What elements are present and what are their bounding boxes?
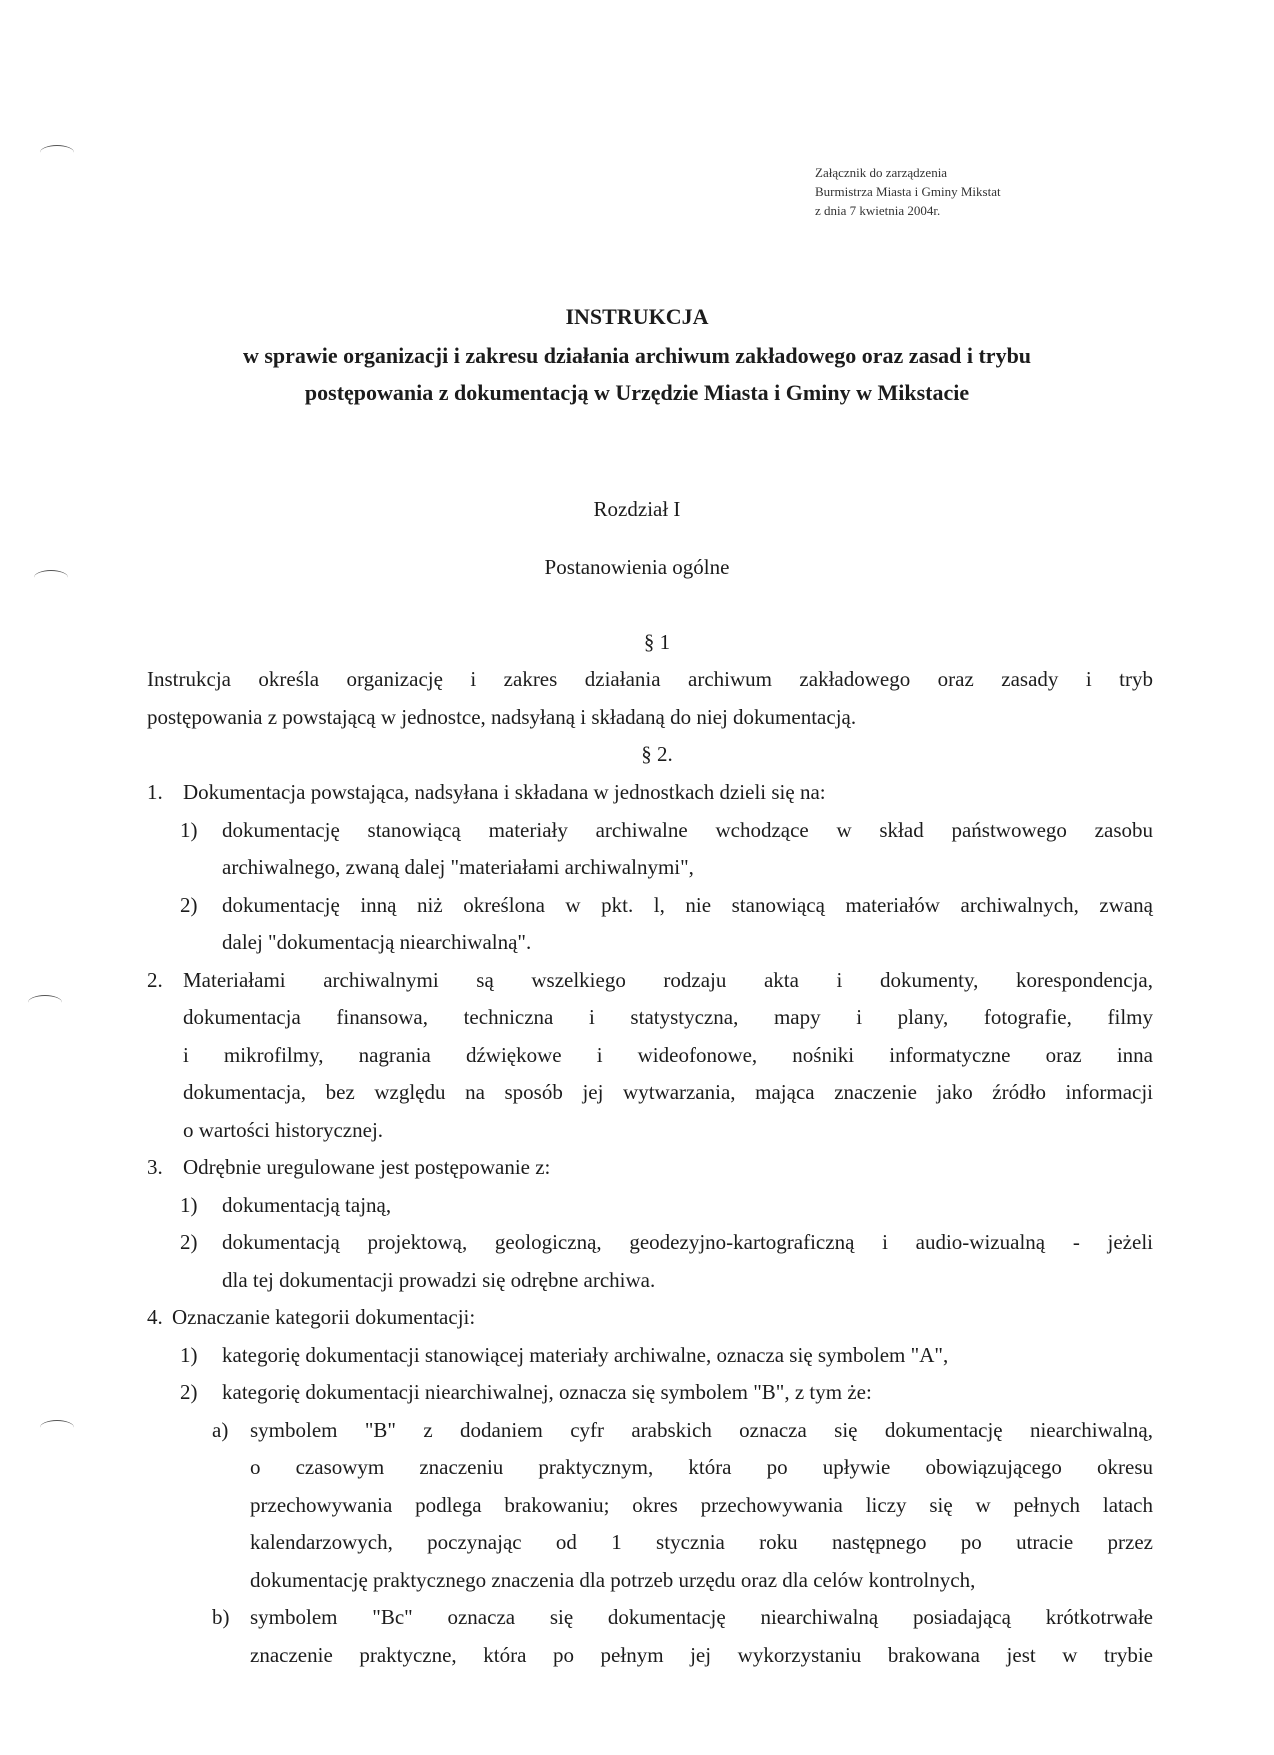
paragraph-line: postępowania z powstającą w jednostce, nadsyłaną i składaną do niej dokumentacją. [147, 705, 857, 729]
list-text: dokumentację inną niż określona w pkt. l, nie stanowiącą materiałów archiwalnych, zwaną [222, 893, 1153, 917]
list-text: kalendarzowych, poczynając od 1 stycznia roku następnego po utracie przez [250, 1530, 1153, 1554]
list-number: b) [212, 1605, 230, 1629]
list-number: 1) [180, 1343, 198, 1367]
list-text: i mikrofilmy, nagrania dźwiękowe i wideofonowe, nośniki informatyczne oraz inna [183, 1043, 1153, 1067]
punch-mark [40, 1420, 74, 1435]
document-subtitle: w sprawie organizacji i zakresu działania archiwum zakładowego oraz zasad i trybu [242, 343, 1032, 368]
list-text: dokumentacją projektową, geologiczną, geodezyjno-kartograficzną i audio-wizualną - jeżeli [222, 1230, 1153, 1254]
list-text: kategorię dokumentacji stanowiącej materiały archiwalne, oznacza się symbolem "A", [222, 1343, 949, 1367]
list-text: przechowywania podlega brakowaniu; okres przechowywania liczy się w pełnych latach [250, 1493, 1153, 1517]
punch-mark [28, 995, 62, 1010]
annex-line: Załącznik do zarządzenia [815, 165, 948, 180]
list-text: symbolem "Bc" oznacza się dokumentację niearchiwalną posiadającą krótkotrwałe [250, 1605, 1153, 1629]
list-text: znaczenie praktyczne, która po pełnym jej wykorzystaniu brakowana jest w trybie [250, 1643, 1153, 1667]
list-text: Dokumentacja powstająca, nadsyłana i składana w jednostkach dzieli się na: [183, 780, 826, 804]
list-text: kategorię dokumentacji niearchiwalnej, oznacza się symbolem "B", z tym że: [222, 1380, 872, 1404]
list-text: Materiałami archiwalnymi są wszelkiego rodzaju akta i dokumenty, korespondencja, [183, 968, 1153, 992]
list-text: dokumentacja finansowa, techniczna i statystyczna, mapy i plany, fotografie, filmy [183, 1005, 1153, 1029]
annex-line: Burmistrza Miasta i Gminy Mikstat [815, 184, 1001, 199]
list-number: 1) [180, 1193, 198, 1217]
section-mark: § 2. [641, 742, 673, 766]
list-text: o wartości historycznej. [183, 1118, 384, 1142]
list-number: 1) [180, 818, 198, 842]
list-text: o czasowym znaczeniu praktycznym, która po upływie obowiązującego okresu [250, 1455, 1153, 1479]
list-number: 1. [147, 780, 163, 804]
list-text: dokumentację stanowiącą materiały archiwalne wchodzące w skład państwowego zasobu [222, 818, 1153, 842]
list-number: 3. [147, 1155, 163, 1179]
list-text: dokumentacją tajną, [222, 1193, 392, 1217]
paragraph-line: Instrukcja określa organizację i zakres działania archiwum zakładowego oraz zasady i tryb [147, 667, 1153, 691]
list-text: symbolem "B" z dodaniem cyfr arabskich oznacza się dokumentację niearchiwalną, [250, 1418, 1153, 1442]
list-number: 2) [180, 1380, 198, 1404]
list-number: 2) [180, 1230, 198, 1254]
list-number: 4. [147, 1305, 163, 1329]
document-subtitle: postępowania z dokumentacją w Urzędzie Miasta i Gminy w Mikstacie [304, 380, 970, 405]
list-text: dla tej dokumentacji prowadzi się odrębne archiwa. [222, 1268, 656, 1292]
list-number: 2) [180, 893, 198, 917]
list-number: a) [212, 1418, 229, 1442]
annex-line: z dnia 7 kwietnia 2004r. [815, 203, 941, 218]
list-text: Oznaczanie kategorii dokumentacji: [172, 1305, 476, 1329]
section-mark: § 1 [643, 630, 671, 654]
list-text: Odrębnie uregulowane jest postępowanie z: [183, 1155, 551, 1179]
document-title: INSTRUKCJA [565, 304, 709, 329]
list-text: dokumentacja, bez względu na sposób jej wytwarzania, mająca znaczenie jako źródło informacji [183, 1080, 1153, 1104]
list-text: dalej "dokumentacją niearchiwalną". [222, 930, 532, 954]
chapter-label: Rozdział I [593, 497, 681, 521]
chapter-name: Postanowienia ogólne [544, 555, 730, 579]
list-number: 2. [147, 968, 163, 992]
punch-mark [40, 145, 74, 160]
list-text: dokumentację praktycznego znaczenia dla potrzeb urzędu oraz dla celów kontrolnych, [250, 1568, 976, 1592]
list-text: archiwalnego, zwaną dalej "materiałami archiwalnymi", [222, 855, 694, 879]
